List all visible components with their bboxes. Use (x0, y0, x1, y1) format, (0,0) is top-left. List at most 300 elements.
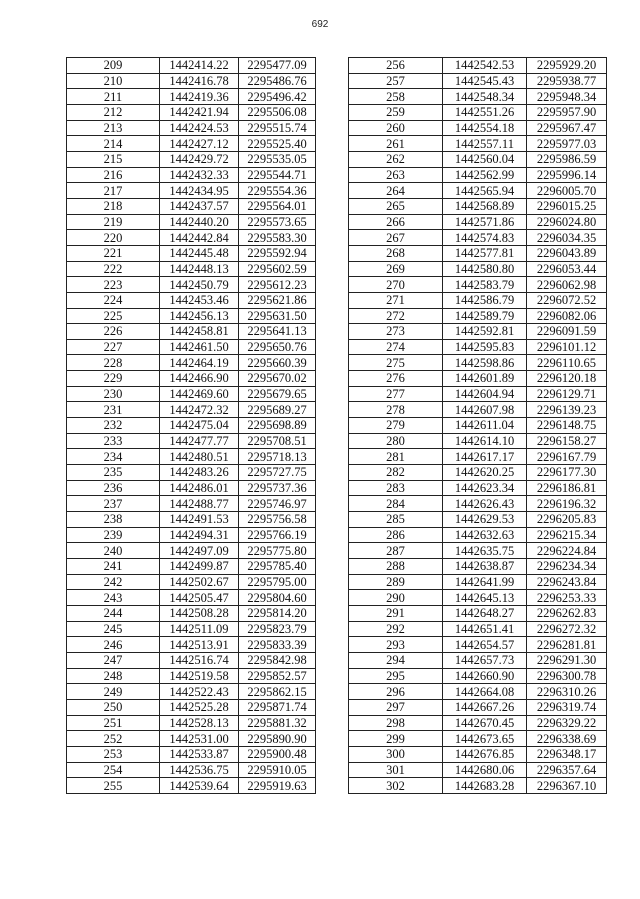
point-number-cell: 263 (349, 167, 443, 183)
y-coordinate-cell: 2295698.89 (239, 418, 316, 434)
table-row (67, 543, 316, 559)
table-row (349, 527, 607, 543)
point-number-cell: 264 (349, 183, 443, 199)
y-coordinate-cell: 2296129.71 (527, 386, 607, 402)
y-coordinate-cell: 2296015.25 (527, 198, 607, 214)
x-coordinate-cell: 1442531.00 (160, 731, 239, 747)
point-number-cell: 232 (67, 418, 160, 434)
x-coordinate-cell: 1442574.83 (443, 230, 527, 246)
table-row (349, 371, 607, 387)
x-coordinate-cell: 1442664.08 (443, 684, 527, 700)
y-coordinate-cell: 2296338.69 (527, 731, 607, 747)
x-coordinate-cell: 1442511.09 (160, 621, 239, 637)
point-number-cell: 235 (67, 465, 160, 481)
y-coordinate-cell: 2296110.65 (527, 355, 607, 371)
point-number-cell: 291 (349, 605, 443, 621)
x-coordinate-cell: 1442542.53 (443, 58, 527, 74)
point-number-cell: 247 (67, 652, 160, 668)
table-row (67, 339, 316, 355)
x-coordinate-cell: 1442445.48 (160, 245, 239, 261)
table-row (349, 621, 607, 637)
y-coordinate-cell: 2296091.59 (527, 324, 607, 340)
y-coordinate-cell: 2296177.30 (527, 465, 607, 481)
x-coordinate-cell: 1442568.89 (443, 198, 527, 214)
point-number-cell: 279 (349, 418, 443, 434)
y-coordinate-cell: 2295564.01 (239, 198, 316, 214)
y-coordinate-cell: 2295727.75 (239, 465, 316, 481)
x-coordinate-cell: 1442635.75 (443, 543, 527, 559)
y-coordinate-cell: 2296120.18 (527, 371, 607, 387)
x-coordinate-cell: 1442469.60 (160, 386, 239, 402)
y-coordinate-cell: 2296291.30 (527, 652, 607, 668)
point-number-cell: 214 (67, 136, 160, 152)
point-number-cell: 270 (349, 277, 443, 293)
y-coordinate-cell: 2295621.86 (239, 292, 316, 308)
x-coordinate-cell: 1442626.43 (443, 496, 527, 512)
y-coordinate-cell: 2295910.05 (239, 762, 316, 778)
y-coordinate-cell: 2295938.77 (527, 73, 607, 89)
y-coordinate-cell: 2295525.40 (239, 136, 316, 152)
y-coordinate-cell: 2295890.90 (239, 731, 316, 747)
y-coordinate-cell: 2295957.90 (527, 104, 607, 120)
coordinate-table-right (348, 57, 607, 794)
x-coordinate-cell: 1442448.13 (160, 261, 239, 277)
x-coordinate-cell: 1442440.20 (160, 214, 239, 230)
point-number-cell: 223 (67, 277, 160, 293)
x-coordinate-cell: 1442554.18 (443, 120, 527, 136)
x-coordinate-cell: 1442598.86 (443, 355, 527, 371)
table-row (349, 684, 607, 700)
point-number-cell: 289 (349, 574, 443, 590)
y-coordinate-cell: 2295708.51 (239, 433, 316, 449)
table-row (67, 605, 316, 621)
table-row (349, 120, 607, 136)
x-coordinate-cell: 1442477.77 (160, 433, 239, 449)
point-number-cell: 276 (349, 371, 443, 387)
table-row (67, 277, 316, 293)
table-row (349, 731, 607, 747)
table-row (349, 778, 607, 794)
x-coordinate-cell: 1442456.13 (160, 308, 239, 324)
point-number-cell: 271 (349, 292, 443, 308)
table-row (349, 151, 607, 167)
x-coordinate-cell: 1442475.04 (160, 418, 239, 434)
y-coordinate-cell: 2295900.48 (239, 746, 316, 762)
table-row (67, 637, 316, 653)
table-row (67, 245, 316, 261)
point-number-cell: 269 (349, 261, 443, 277)
table-row (67, 449, 316, 465)
point-number-cell: 245 (67, 621, 160, 637)
table-row (67, 433, 316, 449)
table-row (349, 292, 607, 308)
x-coordinate-cell: 1442660.90 (443, 668, 527, 684)
table-row (67, 731, 316, 747)
y-coordinate-cell: 2295544.71 (239, 167, 316, 183)
point-number-cell: 228 (67, 355, 160, 371)
table-row (67, 355, 316, 371)
x-coordinate-cell: 1442562.99 (443, 167, 527, 183)
point-number-cell: 248 (67, 668, 160, 684)
point-number-cell: 238 (67, 512, 160, 528)
y-coordinate-cell: 2296253.33 (527, 590, 607, 606)
table-row (349, 167, 607, 183)
x-coordinate-cell: 1442424.53 (160, 120, 239, 136)
table-row (349, 245, 607, 261)
y-coordinate-cell: 2295641.13 (239, 324, 316, 340)
table-row (67, 89, 316, 105)
point-number-cell: 237 (67, 496, 160, 512)
table-row (67, 496, 316, 512)
point-number-cell: 292 (349, 621, 443, 637)
table-row (349, 89, 607, 105)
point-number-cell: 262 (349, 151, 443, 167)
table-row (67, 590, 316, 606)
y-coordinate-cell: 2296319.74 (527, 699, 607, 715)
point-number-cell: 233 (67, 433, 160, 449)
x-coordinate-cell: 1442525.28 (160, 699, 239, 715)
point-number-cell: 275 (349, 355, 443, 371)
y-coordinate-cell: 2296043.89 (527, 245, 607, 261)
table-row (67, 574, 316, 590)
x-coordinate-cell: 1442676.85 (443, 746, 527, 762)
point-number-cell: 258 (349, 89, 443, 105)
point-number-cell: 284 (349, 496, 443, 512)
x-coordinate-cell: 1442513.91 (160, 637, 239, 653)
point-number-cell: 266 (349, 214, 443, 230)
point-number-cell: 213 (67, 120, 160, 136)
table-row (349, 449, 607, 465)
table-row (67, 465, 316, 481)
x-coordinate-cell: 1442620.25 (443, 465, 527, 481)
table-row (349, 261, 607, 277)
y-coordinate-cell: 2295842.98 (239, 652, 316, 668)
y-coordinate-cell: 2295804.60 (239, 590, 316, 606)
point-number-cell: 280 (349, 433, 443, 449)
y-coordinate-cell: 2295670.02 (239, 371, 316, 387)
table-row (67, 308, 316, 324)
point-number-cell: 249 (67, 684, 160, 700)
x-coordinate-cell: 1442667.26 (443, 699, 527, 715)
point-number-cell: 219 (67, 214, 160, 230)
table-row (67, 684, 316, 700)
x-coordinate-cell: 1442680.06 (443, 762, 527, 778)
x-coordinate-cell: 1442488.77 (160, 496, 239, 512)
x-coordinate-cell: 1442483.26 (160, 465, 239, 481)
point-number-cell: 259 (349, 104, 443, 120)
x-coordinate-cell: 1442432.33 (160, 167, 239, 183)
point-number-cell: 227 (67, 339, 160, 355)
coordinate-table-left (66, 57, 316, 794)
table-row (349, 58, 607, 74)
point-number-cell: 281 (349, 449, 443, 465)
point-number-cell: 216 (67, 167, 160, 183)
x-coordinate-cell: 1442617.17 (443, 449, 527, 465)
point-number-cell: 265 (349, 198, 443, 214)
table-row (67, 151, 316, 167)
y-coordinate-cell: 2295919.63 (239, 778, 316, 794)
y-coordinate-cell: 2296310.26 (527, 684, 607, 700)
table-row (349, 746, 607, 762)
x-coordinate-cell: 1442505.47 (160, 590, 239, 606)
table-row (349, 496, 607, 512)
x-coordinate-cell: 1442560.04 (443, 151, 527, 167)
table-row (67, 167, 316, 183)
x-coordinate-cell: 1442486.01 (160, 480, 239, 496)
table-row (349, 339, 607, 355)
table-row (349, 433, 607, 449)
x-coordinate-cell: 1442592.81 (443, 324, 527, 340)
point-number-cell: 234 (67, 449, 160, 465)
x-coordinate-cell: 1442638.87 (443, 559, 527, 575)
table-row (349, 183, 607, 199)
table-row (349, 574, 607, 590)
y-coordinate-cell: 2296148.75 (527, 418, 607, 434)
x-coordinate-cell: 1442453.46 (160, 292, 239, 308)
table-row (349, 402, 607, 418)
point-number-cell: 260 (349, 120, 443, 136)
point-number-cell: 217 (67, 183, 160, 199)
x-coordinate-cell: 1442499.87 (160, 559, 239, 575)
x-coordinate-cell: 1442508.28 (160, 605, 239, 621)
point-number-cell: 241 (67, 559, 160, 575)
point-number-cell: 282 (349, 465, 443, 481)
table-row (67, 746, 316, 762)
x-coordinate-cell: 1442421.94 (160, 104, 239, 120)
x-coordinate-cell: 1442434.95 (160, 183, 239, 199)
point-number-cell: 256 (349, 58, 443, 74)
x-coordinate-cell: 1442651.41 (443, 621, 527, 637)
point-number-cell: 278 (349, 402, 443, 418)
y-coordinate-cell: 2295737.36 (239, 480, 316, 496)
table-row (349, 543, 607, 559)
point-number-cell: 285 (349, 512, 443, 528)
point-number-cell: 252 (67, 731, 160, 747)
y-coordinate-cell: 2295881.32 (239, 715, 316, 731)
point-number-cell: 220 (67, 230, 160, 246)
point-number-cell: 294 (349, 652, 443, 668)
point-number-cell: 224 (67, 292, 160, 308)
y-coordinate-cell: 2296329.22 (527, 715, 607, 731)
y-coordinate-cell: 2295814.20 (239, 605, 316, 621)
y-coordinate-cell: 2296072.52 (527, 292, 607, 308)
x-coordinate-cell: 1442491.53 (160, 512, 239, 528)
x-coordinate-cell: 1442458.81 (160, 324, 239, 340)
table-row (67, 261, 316, 277)
table-row (349, 480, 607, 496)
x-coordinate-cell: 1442577.81 (443, 245, 527, 261)
point-number-cell: 231 (67, 402, 160, 418)
table-row (67, 652, 316, 668)
x-coordinate-cell: 1442536.75 (160, 762, 239, 778)
point-number-cell: 211 (67, 89, 160, 105)
y-coordinate-cell: 2295785.40 (239, 559, 316, 575)
x-coordinate-cell: 1442583.79 (443, 277, 527, 293)
y-coordinate-cell: 2295775.80 (239, 543, 316, 559)
x-coordinate-cell: 1442494.31 (160, 527, 239, 543)
point-number-cell: 242 (67, 574, 160, 590)
point-number-cell: 254 (67, 762, 160, 778)
table-row (349, 465, 607, 481)
point-number-cell: 230 (67, 386, 160, 402)
table-row (349, 386, 607, 402)
point-number-cell: 274 (349, 339, 443, 355)
y-coordinate-cell: 2296205.83 (527, 512, 607, 528)
y-coordinate-cell: 2295535.05 (239, 151, 316, 167)
x-coordinate-cell: 1442519.58 (160, 668, 239, 684)
x-coordinate-cell: 1442427.12 (160, 136, 239, 152)
point-number-cell: 296 (349, 684, 443, 700)
x-coordinate-cell: 1442604.94 (443, 386, 527, 402)
x-coordinate-cell: 1442466.90 (160, 371, 239, 387)
table-row (67, 668, 316, 684)
point-number-cell: 300 (349, 746, 443, 762)
x-coordinate-cell: 1442595.83 (443, 339, 527, 355)
point-number-cell: 243 (67, 590, 160, 606)
y-coordinate-cell: 2295660.39 (239, 355, 316, 371)
table-row (67, 136, 316, 152)
table-row (349, 762, 607, 778)
table-row (67, 559, 316, 575)
x-coordinate-cell: 1442601.89 (443, 371, 527, 387)
y-coordinate-cell: 2295746.97 (239, 496, 316, 512)
point-number-cell: 273 (349, 324, 443, 340)
table-row (349, 512, 607, 528)
y-coordinate-cell: 2295718.13 (239, 449, 316, 465)
point-number-cell: 251 (67, 715, 160, 731)
point-number-cell: 267 (349, 230, 443, 246)
y-coordinate-cell: 2295986.59 (527, 151, 607, 167)
x-coordinate-cell: 1442586.79 (443, 292, 527, 308)
table-row (67, 778, 316, 794)
point-number-cell: 236 (67, 480, 160, 496)
y-coordinate-cell: 2296186.81 (527, 480, 607, 496)
point-number-cell: 302 (349, 778, 443, 794)
point-number-cell: 221 (67, 245, 160, 261)
table-row (67, 104, 316, 120)
table-row (349, 605, 607, 621)
y-coordinate-cell: 2296167.79 (527, 449, 607, 465)
point-number-cell: 250 (67, 699, 160, 715)
table-row (67, 386, 316, 402)
point-number-cell: 268 (349, 245, 443, 261)
point-number-cell: 253 (67, 746, 160, 762)
point-number-cell: 210 (67, 73, 160, 89)
x-coordinate-cell: 1442551.26 (443, 104, 527, 120)
table-row (67, 230, 316, 246)
y-coordinate-cell: 2296139.23 (527, 402, 607, 418)
point-number-cell: 244 (67, 605, 160, 621)
table-row (349, 277, 607, 293)
x-coordinate-cell: 1442629.53 (443, 512, 527, 528)
y-coordinate-cell: 2295852.57 (239, 668, 316, 684)
y-coordinate-cell: 2295486.76 (239, 73, 316, 89)
y-coordinate-cell: 2295996.14 (527, 167, 607, 183)
point-number-cell: 255 (67, 778, 160, 794)
table-row (349, 198, 607, 214)
x-coordinate-cell: 1442533.87 (160, 746, 239, 762)
x-coordinate-cell: 1442673.65 (443, 731, 527, 747)
point-number-cell: 288 (349, 559, 443, 575)
point-number-cell: 218 (67, 198, 160, 214)
table-row (349, 73, 607, 89)
table-row (67, 58, 316, 74)
table-row (349, 324, 607, 340)
y-coordinate-cell: 2295689.27 (239, 402, 316, 418)
table-row (349, 230, 607, 246)
table-row (67, 621, 316, 637)
y-coordinate-cell: 2295602.59 (239, 261, 316, 277)
y-coordinate-cell: 2295650.76 (239, 339, 316, 355)
y-coordinate-cell: 2296300.78 (527, 668, 607, 684)
table-row (67, 292, 316, 308)
point-number-cell: 246 (67, 637, 160, 653)
point-number-cell: 222 (67, 261, 160, 277)
x-coordinate-cell: 1442571.86 (443, 214, 527, 230)
y-coordinate-cell: 2296101.12 (527, 339, 607, 355)
x-coordinate-cell: 1442497.09 (160, 543, 239, 559)
y-coordinate-cell: 2295795.00 (239, 574, 316, 590)
table-row (67, 198, 316, 214)
table-row (67, 402, 316, 418)
point-number-cell: 261 (349, 136, 443, 152)
table-row (349, 590, 607, 606)
x-coordinate-cell: 1442589.79 (443, 308, 527, 324)
point-number-cell: 215 (67, 151, 160, 167)
point-number-cell: 257 (349, 73, 443, 89)
x-coordinate-cell: 1442648.27 (443, 605, 527, 621)
x-coordinate-cell: 1442416.78 (160, 73, 239, 89)
point-number-cell: 287 (349, 543, 443, 559)
y-coordinate-cell: 2296281.81 (527, 637, 607, 653)
x-coordinate-cell: 1442516.74 (160, 652, 239, 668)
table-row (349, 699, 607, 715)
table-row (67, 699, 316, 715)
table-row (67, 371, 316, 387)
x-coordinate-cell: 1442607.98 (443, 402, 527, 418)
table-row (349, 136, 607, 152)
y-coordinate-cell: 2296053.44 (527, 261, 607, 277)
point-number-cell: 301 (349, 762, 443, 778)
y-coordinate-cell: 2296272.32 (527, 621, 607, 637)
y-coordinate-cell: 2295929.20 (527, 58, 607, 74)
x-coordinate-cell: 1442464.19 (160, 355, 239, 371)
y-coordinate-cell: 2295679.65 (239, 386, 316, 402)
point-number-cell: 295 (349, 668, 443, 684)
y-coordinate-cell: 2295506.08 (239, 104, 316, 120)
point-number-cell: 239 (67, 527, 160, 543)
table-row (349, 355, 607, 371)
table-row (349, 668, 607, 684)
x-coordinate-cell: 1442545.43 (443, 73, 527, 89)
y-coordinate-cell: 2295823.79 (239, 621, 316, 637)
point-number-cell: 297 (349, 699, 443, 715)
x-coordinate-cell: 1442461.50 (160, 339, 239, 355)
x-coordinate-cell: 1442611.04 (443, 418, 527, 434)
y-coordinate-cell: 2296367.10 (527, 778, 607, 794)
table-row (349, 104, 607, 120)
y-coordinate-cell: 2295948.34 (527, 89, 607, 105)
y-coordinate-cell: 2295977.03 (527, 136, 607, 152)
table-row (349, 637, 607, 653)
point-number-cell: 277 (349, 386, 443, 402)
table-row (67, 480, 316, 496)
x-coordinate-cell: 1442565.94 (443, 183, 527, 199)
x-coordinate-cell: 1442528.13 (160, 715, 239, 731)
point-number-cell: 226 (67, 324, 160, 340)
x-coordinate-cell: 1442654.57 (443, 637, 527, 653)
y-coordinate-cell: 2296062.98 (527, 277, 607, 293)
